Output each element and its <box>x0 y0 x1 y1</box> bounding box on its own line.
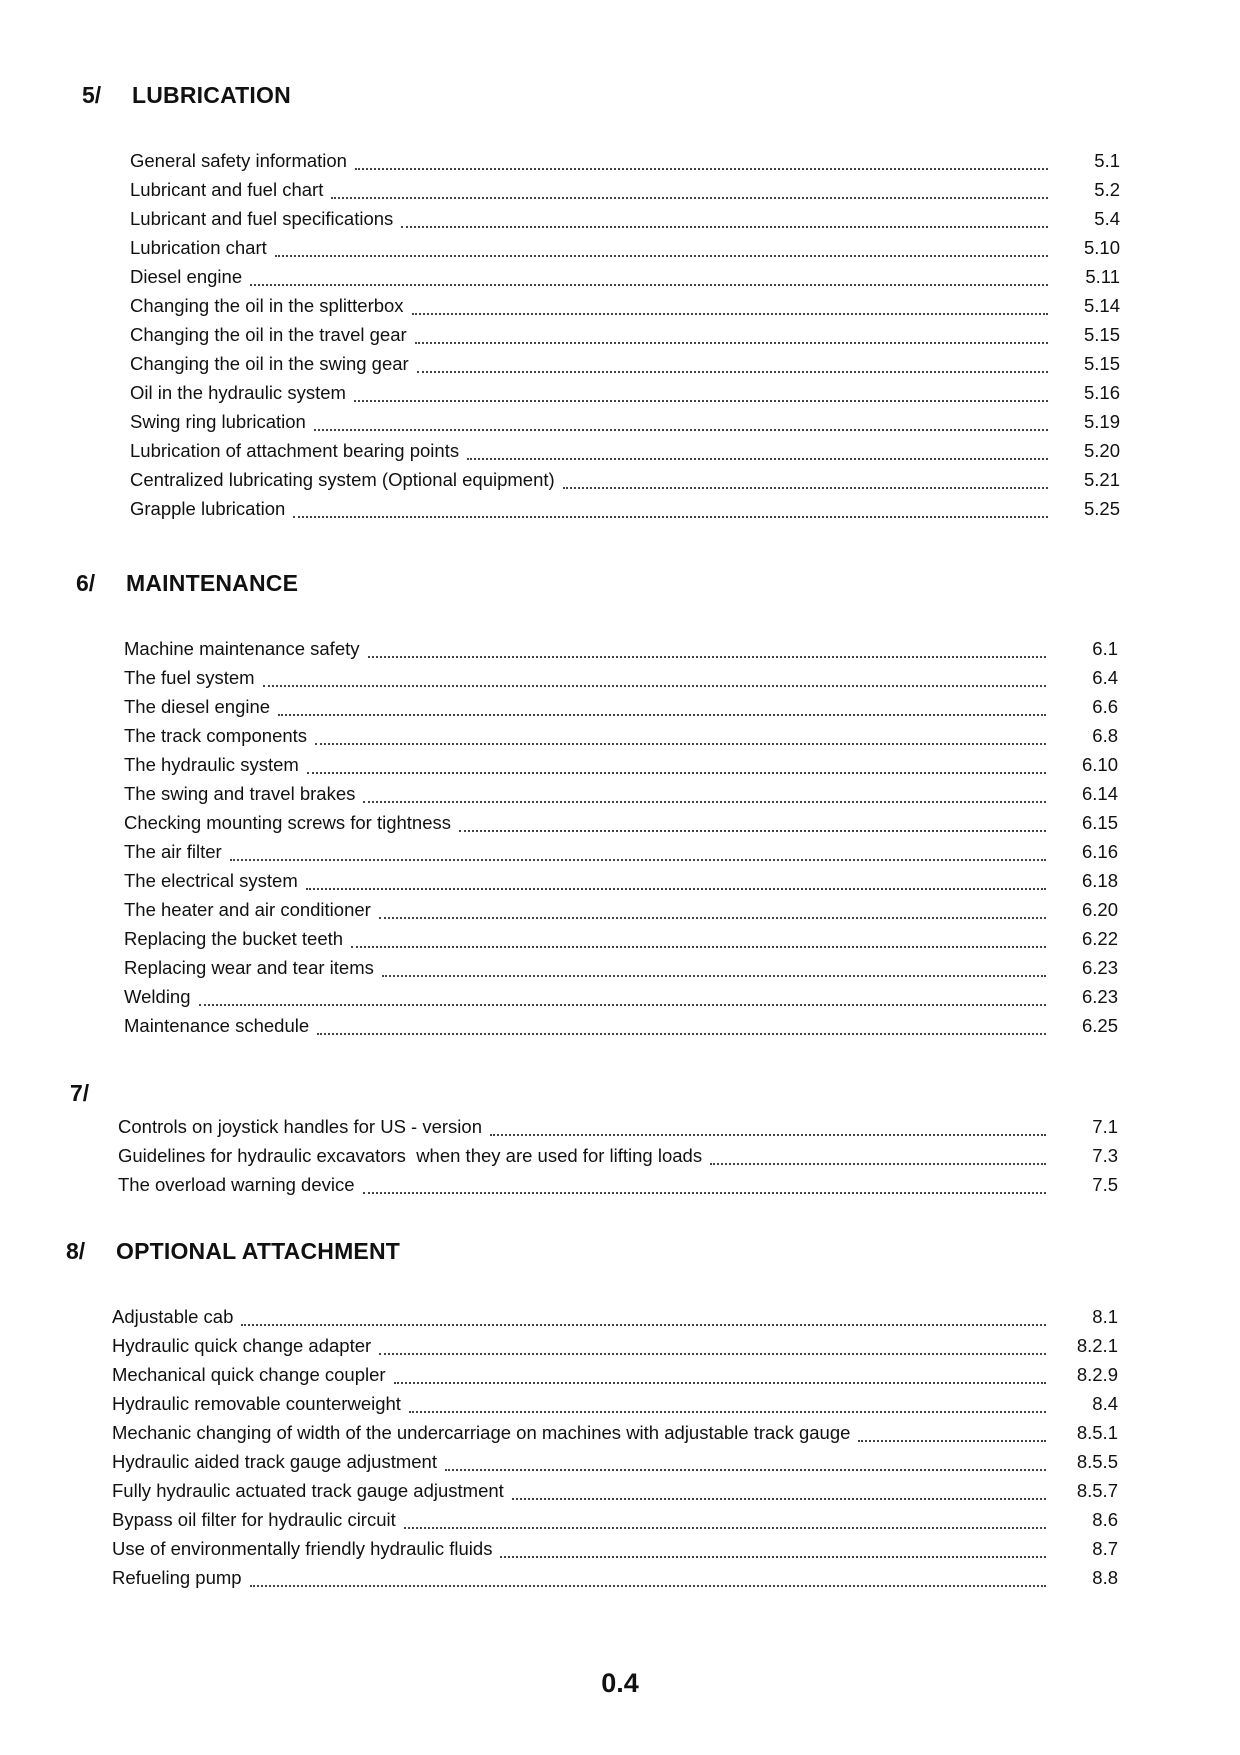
toc-entry-title: Changing the oil in the splitterbox <box>130 295 404 316</box>
toc-section-maintenance <box>0 568 1240 1040</box>
dot-leader <box>512 1498 1046 1500</box>
toc-entry[interactable] <box>130 262 1120 291</box>
dot-leader <box>710 1163 1046 1165</box>
toc-list <box>124 634 1118 1040</box>
toc-entry-title: Checking mounting screws for tightness <box>124 812 451 833</box>
toc-entry-title: Maintenance schedule <box>124 1015 310 1036</box>
dot-leader <box>199 1004 1046 1006</box>
toc-entry-title: Welding <box>124 986 191 1007</box>
toc-entry-page: 5.1 <box>1094 150 1120 171</box>
toc-entry-page: 6.10 <box>1081 754 1118 775</box>
toc-entry-title: Hydraulic removable counterweight <box>112 1393 401 1414</box>
dot-leader <box>275 255 1048 257</box>
toc-entry[interactable] <box>112 1302 1118 1331</box>
toc-entry-page: 8.6 <box>1092 1509 1118 1530</box>
toc-entry[interactable] <box>112 1360 1118 1389</box>
toc-entry[interactable] <box>130 320 1120 349</box>
toc-entry[interactable] <box>124 895 1118 924</box>
toc-entry-page: 6.20 <box>1081 899 1118 920</box>
toc-entry-page: 5.15 <box>1083 324 1120 345</box>
dot-leader <box>404 1527 1046 1529</box>
toc-entry-page: 5.16 <box>1083 382 1120 403</box>
toc-entry-page: 8.7 <box>1092 1538 1118 1559</box>
toc-entry-title: Guidelines for hydraulic excavators when they are used for lifting loads <box>118 1145 703 1166</box>
toc-entry-title: Machine maintenance safety <box>124 638 360 659</box>
toc-entry-page: 8.1 <box>1092 1306 1118 1327</box>
dot-leader <box>314 429 1048 431</box>
toc-entry-page: 6.18 <box>1081 870 1118 891</box>
toc-entry-page: 8.5.1 <box>1076 1422 1118 1443</box>
toc-entry-page: 8.5.7 <box>1076 1480 1118 1501</box>
toc-entry-page: 8.4 <box>1092 1393 1118 1414</box>
toc-entry-page: 6.14 <box>1081 783 1118 804</box>
toc-entry[interactable] <box>124 1011 1118 1040</box>
toc-entry[interactable] <box>124 692 1118 721</box>
toc-entry[interactable] <box>112 1476 1118 1505</box>
toc-entry-page: 6.8 <box>1092 725 1118 746</box>
toc-entry-title: Lubrication of attachment bearing points <box>130 440 460 461</box>
toc-list <box>130 146 1120 523</box>
dot-leader <box>563 487 1048 489</box>
toc-section-7 <box>0 1078 1240 1199</box>
toc-entry-title: The diesel engine <box>124 696 271 717</box>
toc-list <box>112 1302 1118 1592</box>
toc-entry-page: 6.4 <box>1092 667 1118 688</box>
toc-entry[interactable] <box>112 1563 1118 1592</box>
toc-entry-page: 5.25 <box>1083 498 1120 519</box>
toc-entry[interactable] <box>130 407 1120 436</box>
dot-leader <box>263 685 1046 687</box>
toc-entry-title: Replacing wear and tear items <box>124 957 374 978</box>
toc-entry-title: Use of environmentally friendly hydraulic fluids <box>112 1538 493 1559</box>
toc-entry-title: Oil in the hydraulic system <box>130 382 346 403</box>
toc-entry[interactable] <box>130 494 1120 523</box>
toc-entry-title: Refueling pump <box>112 1567 242 1588</box>
dot-leader <box>307 772 1046 774</box>
toc-entry-title: The air filter <box>124 841 222 862</box>
toc-entry-page: 5.10 <box>1083 237 1120 258</box>
section-heading <box>0 568 1240 602</box>
toc-section-lubrication <box>0 80 1240 523</box>
dot-leader <box>467 458 1048 460</box>
toc-entry-page: 6.22 <box>1081 928 1118 949</box>
dot-leader <box>401 226 1048 228</box>
dot-leader <box>317 1033 1046 1035</box>
section-heading <box>0 1078 1240 1112</box>
toc-entry-title: The overload warning device <box>118 1174 355 1195</box>
section-heading <box>0 1236 1240 1270</box>
toc-entry-page: 5.19 <box>1083 411 1120 432</box>
toc-entry-title: Bypass oil filter for hydraulic circuit <box>112 1509 396 1530</box>
dot-leader <box>354 400 1048 402</box>
toc-entry-page: 8.5.5 <box>1076 1451 1118 1472</box>
toc-entry-page: 5.20 <box>1083 440 1120 461</box>
toc-entry[interactable] <box>112 1331 1118 1360</box>
dot-leader <box>293 516 1048 518</box>
dot-leader <box>355 168 1048 170</box>
toc-entry-page: 5.15 <box>1083 353 1120 374</box>
toc-entry-title: General safety information <box>130 150 347 171</box>
toc-entry[interactable] <box>124 866 1118 895</box>
toc-entry[interactable] <box>124 924 1118 953</box>
dot-leader <box>241 1324 1046 1326</box>
dot-leader <box>500 1556 1046 1558</box>
toc-entry-title: Diesel engine <box>130 266 243 287</box>
toc-entry-page: 5.4 <box>1094 208 1120 229</box>
dot-leader <box>409 1411 1046 1413</box>
toc-entry[interactable] <box>124 721 1118 750</box>
toc-entry-title: Lubrication chart <box>130 237 267 258</box>
toc-entry[interactable] <box>112 1447 1118 1476</box>
toc-entry-page: 5.14 <box>1083 295 1120 316</box>
toc-entry[interactable] <box>130 233 1120 262</box>
toc-entry-page: 5.2 <box>1094 179 1120 200</box>
toc-entry-title: The fuel system <box>124 667 255 688</box>
section-number: 7/ <box>70 1080 90 1106</box>
section-number: 5/ <box>82 82 102 108</box>
toc-entry[interactable] <box>124 779 1118 808</box>
toc-entry-page: 7.1 <box>1092 1116 1118 1137</box>
toc-entry[interactable] <box>130 465 1120 494</box>
toc-entry-title: Controls on joystick handles for US - version <box>118 1116 482 1137</box>
dot-leader <box>459 830 1046 832</box>
toc-entry-page: 6.6 <box>1092 696 1118 717</box>
dot-leader <box>250 1585 1046 1587</box>
toc-entry-page: 5.21 <box>1083 469 1120 490</box>
toc-entry-page: 6.15 <box>1081 812 1118 833</box>
toc-entry-title: Lubricant and fuel specifications <box>130 208 394 229</box>
toc-entry[interactable] <box>124 750 1118 779</box>
section-number: 6/ <box>76 570 96 596</box>
toc-entry-page: 8.8 <box>1092 1567 1118 1588</box>
toc-entry-title: Replacing the bucket teeth <box>124 928 344 949</box>
dot-leader <box>315 743 1046 745</box>
toc-entry[interactable] <box>130 204 1120 233</box>
dot-leader <box>230 859 1046 861</box>
toc-entry-title: Fully hydraulic actuated track gauge adjustment <box>112 1480 504 1501</box>
dot-leader <box>382 975 1046 977</box>
section-heading <box>0 80 1240 114</box>
dot-leader <box>490 1134 1046 1136</box>
toc-entry-title: The hydraulic system <box>124 754 299 775</box>
dot-leader <box>445 1469 1046 1471</box>
toc-entry[interactable] <box>112 1389 1118 1418</box>
toc-entry-page: 7.3 <box>1092 1145 1118 1166</box>
toc-entry-page: 8.2.1 <box>1076 1335 1118 1356</box>
section-title: OPTIONAL ATTACHMENT <box>116 1238 401 1264</box>
toc-entry[interactable] <box>124 982 1118 1011</box>
page-number: 0.4 <box>601 1668 639 1698</box>
toc-entry-title: Grapple lubrication <box>130 498 286 519</box>
toc-entry[interactable] <box>130 146 1120 175</box>
toc-entry-page: 6.23 <box>1081 986 1118 1007</box>
dot-leader <box>278 714 1046 716</box>
toc-entry[interactable] <box>124 634 1118 663</box>
toc-entry[interactable] <box>130 378 1120 407</box>
dot-leader <box>379 917 1046 919</box>
toc-entry[interactable] <box>124 953 1118 982</box>
toc-entry[interactable] <box>112 1418 1118 1447</box>
dot-leader <box>363 801 1046 803</box>
dot-leader <box>379 1353 1046 1355</box>
toc-entry-title: Changing the oil in the travel gear <box>130 324 407 345</box>
toc-entry[interactable] <box>124 808 1118 837</box>
toc-entry[interactable] <box>118 1112 1118 1141</box>
toc-entry-page: 6.16 <box>1081 841 1118 862</box>
toc-entry-page: 8.2.9 <box>1076 1364 1118 1385</box>
toc-entry-title: Hydraulic quick change adapter <box>112 1335 372 1356</box>
dot-leader <box>415 342 1048 344</box>
dot-leader <box>417 371 1048 373</box>
dot-leader <box>394 1382 1046 1384</box>
section-title: MAINTENANCE <box>126 570 299 596</box>
toc-entry[interactable] <box>130 349 1120 378</box>
toc-entry-title: The electrical system <box>124 870 298 891</box>
toc-entry-title: Hydraulic aided track gauge adjustment <box>112 1451 437 1472</box>
toc-entry-page: 6.23 <box>1081 957 1118 978</box>
toc-entry[interactable] <box>124 837 1118 866</box>
dot-leader <box>306 888 1046 890</box>
toc-entry[interactable] <box>118 1170 1118 1199</box>
toc-section-optional-attachment <box>0 1236 1240 1592</box>
toc-entry[interactable] <box>130 175 1120 204</box>
toc-entry[interactable] <box>118 1141 1118 1170</box>
toc-entry-title: Adjustable cab <box>112 1306 234 1327</box>
toc-entry-page: 6.25 <box>1081 1015 1118 1036</box>
dot-leader <box>331 197 1048 199</box>
toc-entry-title: Swing ring lubrication <box>130 411 306 432</box>
toc-entry-title: Changing the oil in the swing gear <box>130 353 409 374</box>
toc-entry[interactable] <box>130 436 1120 465</box>
dot-leader <box>368 656 1047 658</box>
dot-leader <box>351 946 1046 948</box>
dot-leader <box>858 1440 1046 1442</box>
toc-entry-page: 7.5 <box>1092 1174 1118 1195</box>
toc-entry-title: The track components <box>124 725 308 746</box>
toc-entry-title: Mechanical quick change coupler <box>112 1364 386 1385</box>
toc-entry-title: Centralized lubricating system (Optional equipment) <box>130 469 555 490</box>
section-title: LUBRICATION <box>132 82 291 108</box>
toc-entry-title: Lubricant and fuel chart <box>130 179 324 200</box>
toc-entry-title: The swing and travel brakes <box>124 783 356 804</box>
toc-entry[interactable] <box>124 663 1118 692</box>
toc-entry-page: 5.11 <box>1085 266 1120 287</box>
toc-entry[interactable] <box>112 1505 1118 1534</box>
dot-leader <box>412 313 1048 315</box>
toc-entry[interactable] <box>112 1534 1118 1563</box>
toc-entry-title: Mechanic changing of width of the undercarriage on machines with adjustable track gauge <box>112 1422 851 1443</box>
dot-leader <box>363 1192 1046 1194</box>
section-number: 8/ <box>66 1238 86 1264</box>
toc-entry-title: The heater and air conditioner <box>124 899 371 920</box>
dot-leader <box>250 284 1048 286</box>
toc-entry[interactable] <box>130 291 1120 320</box>
toc-entry-page: 6.1 <box>1092 638 1118 659</box>
toc-list <box>118 1112 1118 1199</box>
